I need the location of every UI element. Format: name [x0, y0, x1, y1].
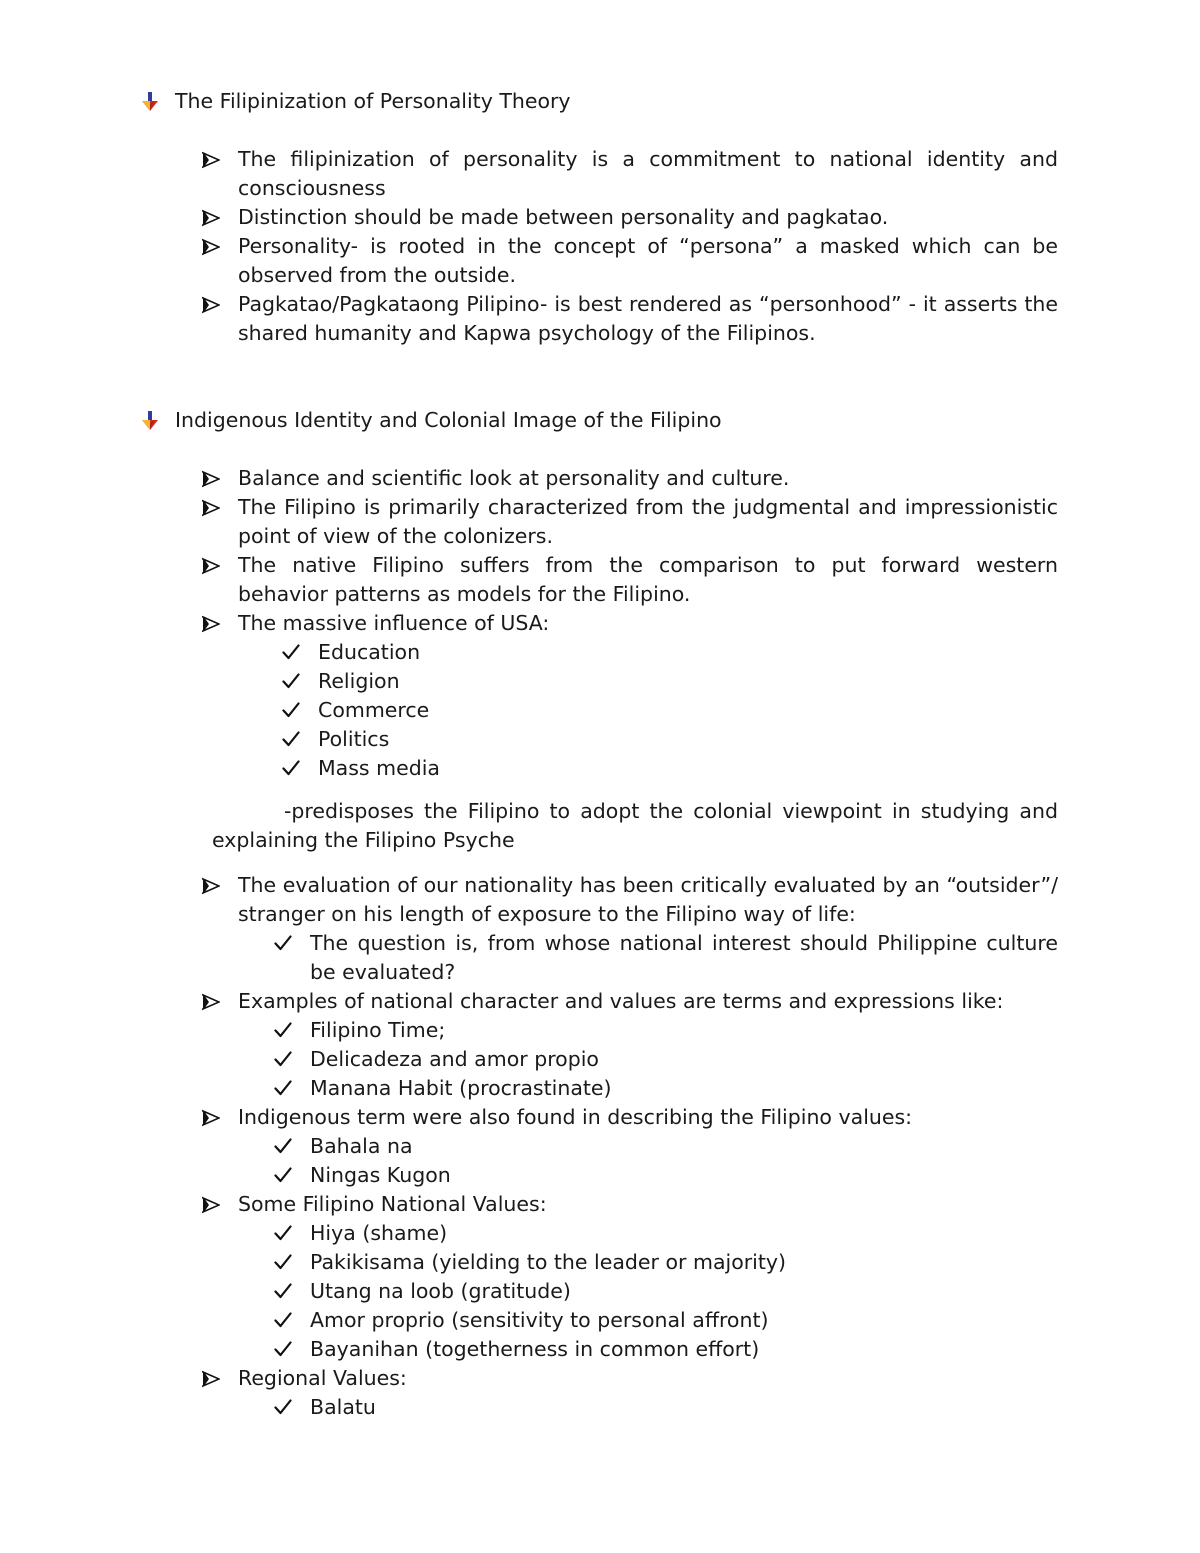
arrow-bullet-icon — [202, 209, 220, 227]
arrow-bullet-icon — [202, 615, 220, 633]
checkmark-icon — [282, 731, 300, 747]
check-item: Education — [282, 638, 1058, 667]
bullet-arrow-icon — [140, 91, 160, 113]
list-item: Examples of national character and values are terms and expressions like: — [200, 987, 1058, 1016]
checkmark-icon — [274, 1022, 292, 1038]
heading-text: Indigenous Identity and Colonial Image of the Filipino — [175, 408, 722, 432]
note-paragraph: -predisposes the Filipino to adopt the colonial viewpoint in studying and explaining the Filipino Psyche — [212, 799, 1058, 852]
check-item: Filipino Time; — [274, 1016, 1058, 1045]
checkmark-icon — [274, 1051, 292, 1067]
list-item: Distinction should be made between personality and pagkatao. — [200, 203, 1058, 232]
check-item: Pakikisama (yielding to the leader or majority) — [274, 1248, 1058, 1277]
heading-text: The Filipinization of Personality Theory — [175, 89, 571, 113]
arrow-bullet-icon — [202, 151, 220, 169]
checkmark-icon — [274, 935, 292, 951]
check-item: Balatu — [274, 1393, 1058, 1422]
check-item: Manana Habit (procrastinate) — [274, 1074, 1058, 1103]
arrow-bullet-icon — [202, 993, 220, 1011]
list-item: Pagkatao/Pagkataong Pilipino- is best rendered as “personhood” - it asserts the shared humanity and Kapwa psychology of the Filipinos. — [200, 290, 1058, 348]
check-item: Commerce — [282, 696, 1058, 725]
list-item: The massive influence of USA: — [200, 609, 1058, 638]
check-item: The question is, from whose national interest should Philippine culture be evaluated? — [274, 929, 1058, 987]
checkmark-icon — [282, 644, 300, 660]
check-item: Ningas Kugon — [274, 1161, 1058, 1190]
arrow-bullet-icon — [202, 877, 220, 895]
checkmark-icon — [274, 1399, 292, 1415]
list-item: The native Filipino suffers from the comparison to put forward western behavior patterns as models for the Filipino. — [200, 551, 1058, 609]
arrow-bullet-icon — [202, 1370, 220, 1388]
arrow-bullet-icon — [202, 1109, 220, 1127]
arrow-bullet-icon — [202, 499, 220, 517]
checkmark-icon — [274, 1341, 292, 1357]
arrow-bullet-icon — [202, 1196, 220, 1214]
section2-list-a — [200, 464, 1058, 783]
check-item: Amor proprio (sensitivity to personal affront) — [274, 1306, 1058, 1335]
checkmark-icon — [274, 1138, 292, 1154]
check-item: Mass media — [282, 754, 1058, 783]
check-item: Hiya (shame) — [274, 1219, 1058, 1248]
checkmark-icon — [274, 1225, 292, 1241]
list-item: Balance and scientific look at personality and culture. — [200, 464, 1058, 493]
checkmark-icon — [274, 1254, 292, 1270]
check-item: Religion — [282, 667, 1058, 696]
checkmark-icon — [282, 760, 300, 776]
list-item: Personality- is rooted in the concept of “persona” a masked which can be observed from the outside. — [200, 232, 1058, 290]
check-item: Utang na loob (gratitude) — [274, 1277, 1058, 1306]
arrow-bullet-icon — [202, 296, 220, 314]
list-item: Regional Values: — [200, 1364, 1058, 1393]
list-item: The filipinization of personality is a commitment to national identity and consciousness — [200, 145, 1058, 203]
check-item: Politics — [282, 725, 1058, 754]
checkmark-icon — [282, 673, 300, 689]
list-item: Some Filipino National Values: — [200, 1190, 1058, 1219]
section1-list — [200, 145, 1058, 348]
arrow-bullet-icon — [202, 470, 220, 488]
checkmark-icon — [274, 1080, 292, 1096]
arrow-bullet-icon — [202, 238, 220, 256]
list-item: The Filipino is primarily characterized from the judgmental and impressionistic point of view of the colonizers. — [200, 493, 1058, 551]
checkmark-icon — [282, 702, 300, 718]
check-item: Delicadeza and amor propio — [274, 1045, 1058, 1074]
arrow-bullet-icon — [202, 557, 220, 575]
checkmark-icon — [274, 1312, 292, 1328]
checkmark-icon — [274, 1167, 292, 1183]
checkmark-icon — [274, 1283, 292, 1299]
check-item: Bahala na — [274, 1132, 1058, 1161]
list-item: The evaluation of our nationality has been critically evaluated by an “outsider”/ stranger on his length of exposure to the Filipino way of life: — [200, 871, 1058, 929]
section2-list-b — [200, 871, 1058, 1422]
bullet-arrow-icon — [140, 410, 160, 432]
check-item: Bayanihan (togetherness in common effort) — [274, 1335, 1058, 1364]
list-item: Indigenous term were also found in describing the Filipino values: — [200, 1103, 1058, 1132]
